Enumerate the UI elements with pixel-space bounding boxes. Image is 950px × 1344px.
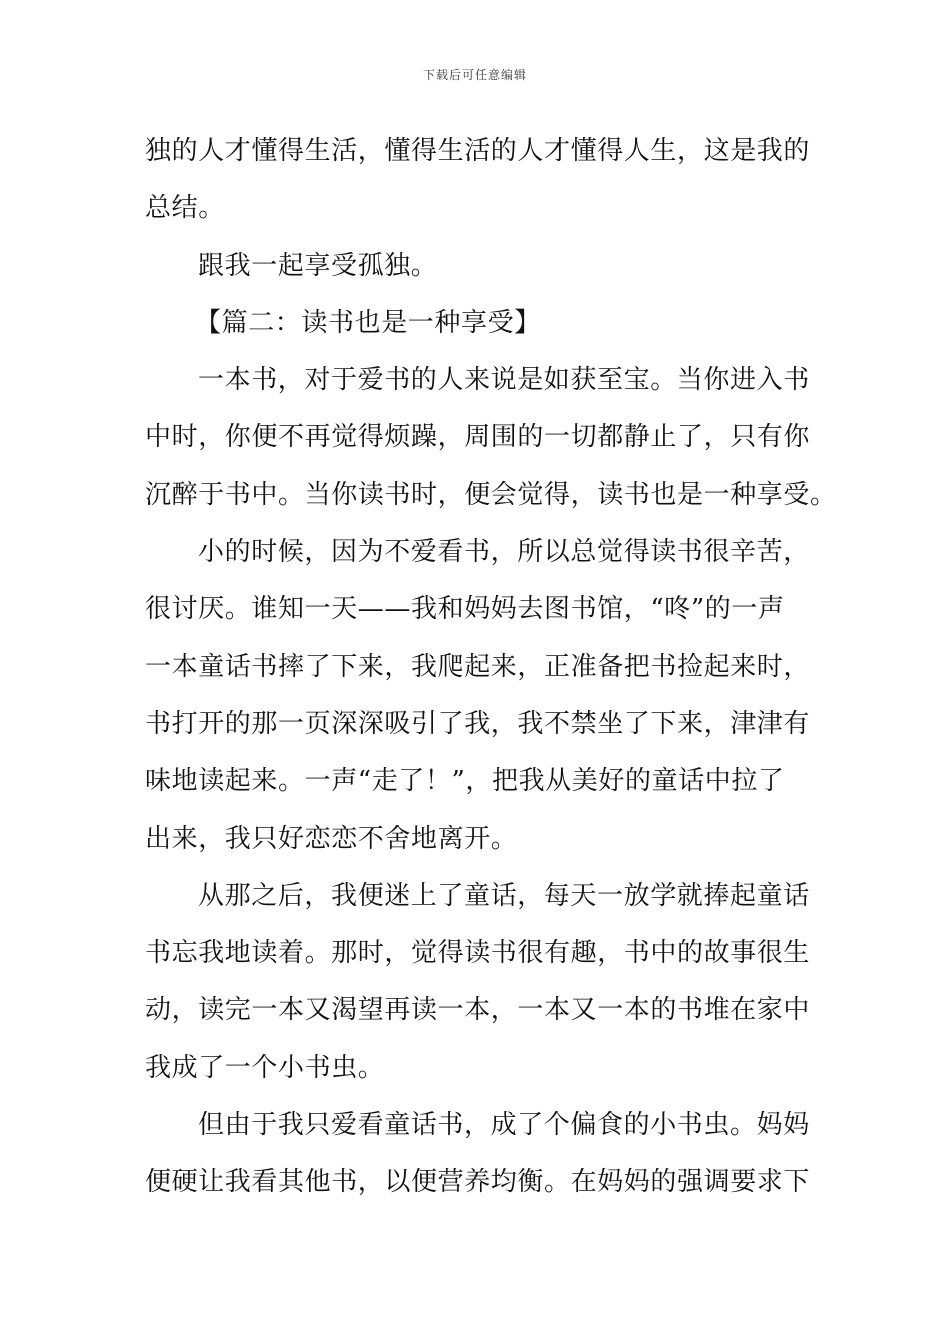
- text-line: 中时，你便不再觉得烦躁，周围的一切都静止了，只有你: [145, 422, 811, 453]
- text-line: 独的人才懂得生活，懂得生活的人才懂得人生，这是我的: [145, 136, 811, 166]
- text-line: 沉醉于书中。当你读书时，便会觉得，读书也是一种享受。: [145, 479, 837, 510]
- text-line: 一本书，对于爱书的人来说是如获至宝。当你进入书: [198, 365, 810, 396]
- text-line: 味地读起来。一声“走了！”，把我从美好的童话中拉了: [145, 766, 785, 797]
- text-line: 从那之后，我便迷上了童话，每天一放学就捧起童话: [198, 880, 810, 911]
- header-note: 下载后可任意编辑: [422, 68, 527, 82]
- body-text: [145, 123, 837, 1212]
- text-line: 跟我一起享受孤独。: [198, 250, 438, 281]
- text-line: 很讨厌。谁知一天——我和妈妈去图书馆，“咚”的一声: [145, 594, 785, 625]
- text-line: 动，读完一本又渴望再读一本，一本又一本的书堆在家中: [145, 995, 811, 1026]
- text-line: 我成了一个小书虫。: [145, 1052, 385, 1083]
- text-line: 总结。: [145, 193, 225, 224]
- text-line: 一本童话书摔了下来，我爬起来，正准备把书捡起来时，: [145, 651, 811, 682]
- section-heading: 【篇二：读书也是一种享受】: [195, 307, 541, 338]
- text-line: 便硬让我看其他书，以便营养均衡。在妈妈的强调要求下: [145, 1167, 811, 1198]
- text-line: 书打开的那一页深深吸引了我，我不禁坐了下来，津津有: [145, 708, 811, 739]
- text-line: 小的时候，因为不爱看书，所以总觉得读书很辛苦，: [198, 537, 810, 568]
- text-line: 出来，我只好恋恋不舍地离开。: [145, 823, 518, 854]
- text-line: 书忘我地读着。那时，觉得读书很有趣，书中的故事很生: [145, 938, 811, 969]
- text-line: 但由于我只爱看童话书，成了个偏食的小书虫。妈妈: [198, 1110, 810, 1141]
